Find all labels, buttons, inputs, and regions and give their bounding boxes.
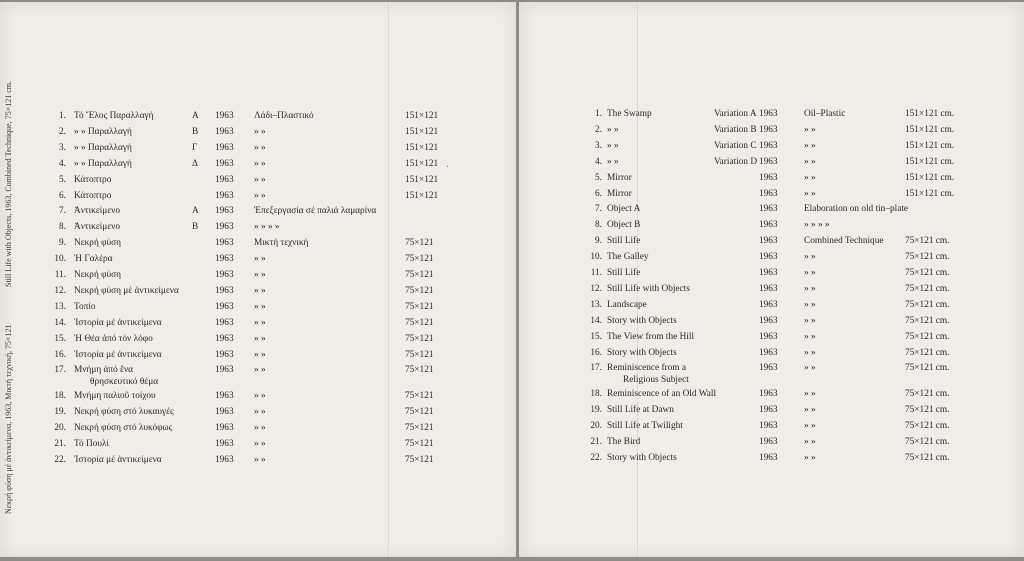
entry-size: 75×121 [405, 349, 434, 360]
entry-year: 1963 [215, 158, 234, 169]
entry-title: Νεκρή φύση στό λυκαυγές [74, 407, 174, 418]
catalogue-entry [0, 285, 516, 299]
entry-title: Ἀντικείμενο [74, 222, 120, 233]
entry-tech: » » [254, 333, 266, 344]
entry-year: 1963 [215, 174, 234, 185]
entry-num: 18. [590, 389, 602, 400]
catalogue-entry [519, 219, 1024, 233]
entry-num: 16. [590, 347, 602, 358]
entry-year: 1963 [215, 349, 234, 360]
catalogue-entry [0, 221, 516, 235]
entry-year: 1963 [759, 109, 778, 119]
entry-size: 75×121 cm. [905, 363, 950, 374]
catalogue-entry [0, 253, 516, 267]
entry-num: 2. [59, 126, 66, 137]
entry-tech: » » [254, 301, 266, 312]
entry-size: 75×121 [405, 407, 434, 418]
entry-year: 1963 [215, 407, 234, 418]
entry-year: 1963 [215, 391, 234, 402]
entry-num: 21. [590, 437, 602, 448]
entry-year: 1963 [215, 142, 234, 153]
entry-tech: » » [804, 124, 816, 135]
entry-size: 75×121 cm. [905, 299, 950, 310]
entry-size: 75×121 cm. [905, 437, 950, 448]
entry-year: 1963 [215, 301, 234, 312]
entry-num: 2. [595, 124, 602, 135]
entry-year: 1963 [759, 389, 778, 400]
entry-tech: » » [804, 283, 816, 294]
entry-title: Τοπίο [74, 301, 96, 312]
catalogue-entry [519, 452, 1024, 466]
catalogue-entry [519, 347, 1024, 361]
entry-var: Α [192, 206, 199, 217]
entry-var: Α [192, 111, 199, 121]
entry-var: Variation A [714, 109, 757, 119]
entry-title: Story with Objects [607, 315, 677, 326]
entry-year: 1963 [215, 423, 234, 434]
entry-num: 4. [595, 156, 602, 167]
entry-size: 75×121 [405, 270, 434, 280]
entry-year: 1963 [215, 317, 234, 328]
entry-title: Ἱστορία μέ ἀντικείμενα [74, 317, 162, 328]
catalogue-entry [519, 362, 1024, 386]
entry-tech: » » [804, 437, 816, 448]
entry-tech: » » [254, 391, 266, 402]
entry-title: Ἡ Θέα ἀπό τόν λόφο [74, 333, 153, 344]
entry-num: 10. [54, 254, 66, 265]
entry-year: 1963 [759, 421, 778, 432]
entry-num: 4. [59, 158, 66, 169]
catalogue-entry [519, 108, 1024, 122]
catalogue-entry [0, 205, 516, 219]
catalogue-entry [519, 235, 1024, 249]
entry-size: 75×121 cm. [905, 421, 950, 432]
entry-num: 6. [595, 188, 602, 199]
entry-num: 14. [590, 315, 602, 326]
entry-tech: » » [254, 190, 266, 201]
catalogue-entry [519, 420, 1024, 434]
entry-num: 9. [595, 236, 602, 247]
entry-size: 75×121 cm. [905, 268, 950, 278]
entry-title: Κάτοπτρο [74, 174, 112, 185]
catalogue-entry [0, 406, 516, 420]
entry-title: Νεκρή φύση [74, 270, 121, 280]
entry-year: 1963 [759, 268, 778, 278]
entry-num: 8. [595, 220, 602, 231]
entry-num: 18. [54, 391, 66, 402]
catalogue-entry [519, 299, 1024, 313]
catalogue-entry [519, 140, 1024, 154]
entry-tech: » » [804, 156, 816, 167]
entry-size: 75×121 cm. [905, 453, 950, 463]
entry-size: 75×121 [405, 317, 434, 328]
entry-num: 20. [590, 421, 602, 432]
entry-year: 1963 [759, 236, 778, 247]
entry-num: 19. [590, 405, 602, 416]
entry-title: Ἱστορία μέ ἀντικείμενα [74, 455, 162, 465]
entry-num: 13. [54, 301, 66, 312]
entry-year: 1963 [759, 315, 778, 326]
entry-year: 1963 [759, 220, 778, 231]
entry-tech: » » [254, 270, 266, 280]
entry-num: 20. [54, 423, 66, 434]
entry-title: Κάτοπτρο [74, 190, 112, 201]
entry-year: 1963 [759, 156, 778, 167]
catalogue-entry [0, 301, 516, 315]
entry-num: 12. [590, 283, 602, 294]
entry-tech: Combined Technique [804, 236, 884, 247]
entry-num: 22. [590, 453, 602, 463]
entry-tech: » » [804, 389, 816, 400]
entry-title: Mirror [607, 172, 632, 183]
entry-title: » » Παραλλαγή [74, 158, 132, 169]
entry-size: 151×121 [405, 111, 439, 121]
entry-year: 1963 [215, 126, 234, 137]
entry-num: 22. [54, 455, 66, 465]
entry-size: 75×121 [405, 365, 434, 376]
catalogue-entry [0, 174, 516, 188]
catalogue-entry [0, 269, 516, 283]
catalogue-entry [519, 404, 1024, 418]
entry-num: 19. [54, 407, 66, 418]
catalogue-entry [519, 436, 1024, 450]
entry-size: 151×121 cm. [905, 156, 955, 167]
entry-var: Variation C [714, 140, 757, 151]
entry-tech: » » [804, 315, 816, 326]
entry-year: 1963 [215, 190, 234, 201]
entry-tech: » » [254, 126, 266, 137]
entry-size: 75×121 [405, 391, 434, 402]
entry-title: Story with Objects [607, 453, 677, 463]
entry-num: 11. [590, 268, 602, 278]
catalogue-entry [519, 251, 1024, 265]
entry-tech: » » [254, 455, 266, 465]
entry-num: 6. [59, 190, 66, 201]
entry-var: Β [192, 222, 199, 233]
entry-title: » » [607, 124, 619, 135]
entry-num: 17. [590, 363, 602, 374]
entry-title: Object A [607, 204, 641, 215]
entry-num: 7. [59, 206, 66, 217]
entry-title: Νεκρή φύση μέ ἀντικείμενα [74, 285, 179, 296]
catalogue-entry [0, 390, 516, 404]
entry-year: 1963 [759, 453, 778, 463]
catalogue-entry [519, 388, 1024, 402]
entry-num: 11. [54, 270, 66, 280]
catalogue-entry [0, 110, 516, 124]
entry-title: Object B [607, 220, 641, 231]
catalogue-entry [519, 331, 1024, 345]
entry-size: 75×121 [405, 333, 434, 344]
catalogue-entry [519, 283, 1024, 297]
catalogue-entry [0, 364, 516, 388]
entry-num: 15. [590, 331, 602, 342]
entry-title: » » [607, 140, 619, 151]
catalogue-entry [0, 190, 516, 204]
entry-tech: » » [254, 365, 266, 376]
entry-tech: » » [254, 317, 266, 328]
entry-year: 1963 [759, 140, 778, 151]
entry-year: 1963 [759, 347, 778, 358]
catalogue-entry [519, 315, 1024, 329]
entry-var: Δ [192, 158, 198, 169]
entry-tech: Elaboration on old tin–plate [804, 204, 909, 215]
entry-tech: » » [254, 349, 266, 360]
entry-title: Τό Πουλί [74, 439, 109, 450]
catalogue-entry [519, 188, 1024, 202]
entry-size: 151×121 [405, 142, 439, 153]
entry-tech: » » [254, 423, 266, 434]
entry-tech: » » [804, 172, 816, 183]
entry-year: 1963 [759, 405, 778, 416]
entry-tech: » » [804, 421, 816, 432]
entry-size: 75×121 [405, 423, 434, 434]
entry-year: 1963 [759, 283, 778, 294]
catalogue-entry [0, 438, 516, 452]
entry-tech: » » [254, 254, 266, 265]
entry-tech: » » [804, 453, 816, 463]
entry-num: 16. [54, 349, 66, 360]
entry-num: 9. [59, 238, 66, 249]
entry-title: The Bird [607, 437, 641, 448]
entry-title: The Swamp [607, 109, 652, 119]
entry-title: Ἡ Γαλέρα [74, 254, 113, 265]
entry-tech: » » [804, 140, 816, 151]
entry-title: Ἀντικείμενο [74, 206, 120, 217]
entry-title: » » Παραλλαγή [74, 142, 132, 153]
entry-size: 75×121 [405, 285, 434, 296]
catalogue-entry [519, 156, 1024, 170]
entry-num: 15. [54, 333, 66, 344]
entry-size: 151×121 [405, 190, 439, 201]
entry-title: Story with Objects [607, 347, 677, 358]
entry-size: 151×121 [405, 174, 439, 185]
entry-num: 3. [59, 142, 66, 153]
entry-title: Reminiscence of an Old Wall [607, 389, 717, 400]
entry-var: Variation B [714, 124, 757, 135]
entry-size: 75×121 [405, 254, 434, 265]
entry-tech: » » » » [254, 222, 280, 233]
entry-title: » » Παραλλαγή [74, 126, 132, 137]
catalogue-entry [0, 237, 516, 251]
entry-year: 1963 [759, 299, 778, 310]
entry-tech: Ἐπεξεργασία σέ παλιά λαμαρίνα [254, 206, 377, 217]
entry-title: Still Life at Twilight [607, 421, 683, 432]
entry-var: Γ [192, 142, 198, 153]
entry-tech: » » [254, 158, 266, 169]
catalogue-entry [0, 422, 516, 436]
entry-year: 1963 [215, 206, 234, 217]
entry-var: Variation D [714, 156, 758, 167]
entry-year: 1963 [759, 363, 778, 374]
entry-size: 151×121 cm. [905, 188, 955, 199]
entry-size: 75×121 cm. [905, 315, 950, 326]
entry-tech: » » [254, 174, 266, 185]
entry-size: 75×121 [405, 238, 434, 249]
entry-num: 14. [54, 317, 66, 328]
entry-tech: » » [804, 188, 816, 199]
entry-title: Still Life with Objects [607, 283, 690, 294]
entry-size: 75×121 [405, 301, 434, 312]
entry-num: 13. [590, 299, 602, 310]
catalogue-entry [519, 172, 1024, 186]
entry-num: 3. [595, 140, 602, 151]
entry-title: Μνήμη παλιοῦ τοίχου [74, 391, 156, 402]
entry-num: 1. [595, 109, 602, 119]
entry-size: 151×121 cm. [905, 124, 955, 135]
entry-tech: » » [254, 407, 266, 418]
entry-size: 75×121 cm. [905, 331, 950, 342]
entry-tech: » » [804, 331, 816, 342]
entry-title-continued: Religious Subject [623, 375, 689, 386]
entry-year: 1963 [215, 333, 234, 344]
entry-title: The View from the Hill [607, 331, 695, 342]
entry-num: 17. [54, 365, 66, 376]
entry-title: » » [607, 156, 619, 167]
catalogue-entry [0, 349, 516, 363]
entry-size: 151×121 [405, 158, 439, 169]
entry-tech: » » [254, 142, 266, 153]
entry-title: Νεκρή φύση στό λυκόφως [74, 423, 173, 434]
entry-title: Still Life [607, 268, 641, 278]
entry-year: 1963 [215, 222, 234, 233]
left-page [0, 2, 516, 557]
catalogue-entry [0, 158, 516, 172]
entry-year: 1963 [215, 238, 234, 249]
entry-year: 1963 [215, 111, 234, 121]
entry-year: 1963 [759, 437, 778, 448]
catalogue-entry [0, 333, 516, 347]
entry-size: 75×121 cm. [905, 236, 950, 247]
entry-title: Still Life [607, 236, 641, 247]
entry-title-continued: θρησκευτικό θέμα [90, 377, 159, 388]
entry-size: 151×121 cm. [905, 109, 955, 119]
entry-tech: Λάδι–Πλαστικό [254, 111, 314, 121]
entry-size: 151×121 [405, 126, 439, 137]
entry-num: 10. [590, 252, 602, 263]
entry-tech: » » » » [804, 220, 830, 231]
catalogue-entry [519, 124, 1024, 138]
entry-title: Μνήμη ἀπό ἕνα [74, 365, 134, 376]
caption-english: Still Life with Objects, 1963, Combined Technique, 75×121 cm. [4, 81, 13, 287]
entry-size: 151×121 cm. [905, 140, 955, 151]
entry-size: 75×121 cm. [905, 405, 950, 416]
entry-num: 5. [595, 172, 602, 183]
entry-title: Reminiscence from a [607, 363, 686, 374]
entry-size: 75×121 [405, 455, 434, 465]
entry-title: Τό Ἔλος Παραλλαγή [74, 111, 154, 121]
catalogue-entry [519, 203, 1024, 217]
catalogue-entry [0, 126, 516, 140]
entry-var: Β [192, 126, 199, 137]
entry-year: 1963 [215, 455, 234, 465]
entry-title: Still Life at Dawn [607, 405, 674, 416]
entry-year: 1963 [759, 124, 778, 135]
catalogue-entry [519, 267, 1024, 281]
paper-speck: · [446, 162, 450, 173]
entry-size: 75×121 cm. [905, 347, 950, 358]
entry-size: 75×121 cm. [905, 252, 950, 263]
entry-tech: Μικτή τεχνική [254, 238, 309, 249]
entry-num: 21. [54, 439, 66, 450]
catalogue-entry [0, 454, 516, 468]
entry-num: 8. [59, 222, 66, 233]
entry-size: 151×121 cm. [905, 172, 955, 183]
entry-year: 1963 [215, 254, 234, 265]
entry-tech: » » [804, 252, 816, 263]
entry-size: 75×121 cm. [905, 283, 950, 294]
entry-year: 1963 [759, 188, 778, 199]
right-page [519, 2, 1024, 557]
entry-num: 12. [54, 285, 66, 296]
entry-title: The Galley [607, 252, 649, 263]
entry-tech: » » [804, 299, 816, 310]
entry-tech: » » [804, 363, 816, 374]
entry-year: 1963 [215, 285, 234, 296]
entry-size: 75×121 [405, 439, 434, 450]
entry-num: 1. [59, 111, 66, 121]
entry-year: 1963 [759, 172, 778, 183]
entry-year: 1963 [215, 365, 234, 376]
entry-tech: Oil–Plastic [804, 109, 846, 119]
entry-num: 7. [595, 204, 602, 215]
entry-year: 1963 [759, 331, 778, 342]
entry-tech: » » [804, 268, 816, 278]
entry-title: Νεκρή φύση [74, 238, 121, 249]
entry-year: 1963 [759, 204, 778, 215]
entry-tech: » » [254, 285, 266, 296]
entry-num: 5. [59, 174, 66, 185]
entry-title: Ἱστορία μέ ἀντικείμενα [74, 349, 162, 360]
caption-greek: Νεκρή φύση μέ ἀντικείμενα, 1963, Μικτή τεχνική, 75×121 [4, 324, 13, 514]
entry-title: Landscape [607, 299, 647, 310]
entry-tech: » » [804, 405, 816, 416]
catalogue-entry [0, 142, 516, 156]
catalogue-entry [0, 317, 516, 331]
entry-size: 75×121 cm. [905, 389, 950, 400]
entry-tech: » » [254, 439, 266, 450]
entry-tech: » » [804, 347, 816, 358]
entry-year: 1963 [215, 270, 234, 280]
entry-title: Mirror [607, 188, 632, 199]
entry-year: 1963 [759, 252, 778, 263]
entry-year: 1963 [215, 439, 234, 450]
